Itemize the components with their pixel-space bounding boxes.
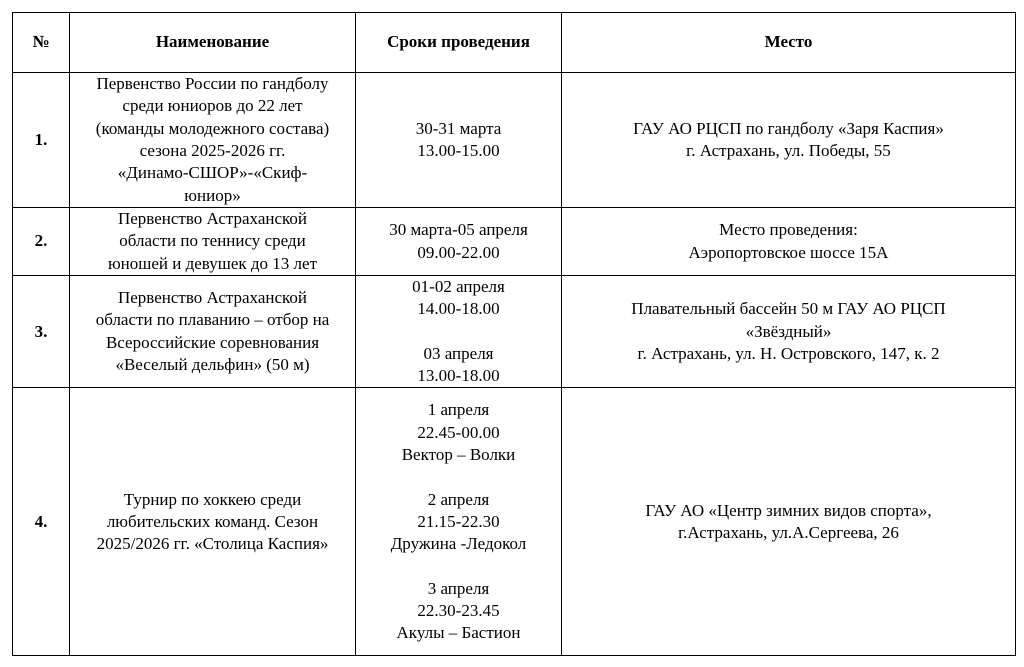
header-dates: Сроки проведения xyxy=(356,13,562,73)
dates-line: 30 марта-05 апреля xyxy=(389,220,528,240)
dates-line: 22.30-23.45 xyxy=(417,601,500,621)
dates-line: 09.00-22.00 xyxy=(417,242,500,262)
event-name-line: 2025/2026 гг. «Столица Каспия» xyxy=(96,534,329,554)
event-name-line: среди юниоров до 22 лет xyxy=(122,96,303,116)
event-dates xyxy=(356,73,562,208)
event-place xyxy=(562,73,1016,208)
dates-line: 2 апреля xyxy=(427,489,490,509)
event-name-line: «Динамо-СШОР»-«Скиф- xyxy=(117,163,308,183)
table-row xyxy=(13,388,1016,656)
row-number: 1. xyxy=(13,73,70,208)
event-name-line: юношей и девушек до 13 лет xyxy=(107,253,318,273)
event-name xyxy=(70,208,356,276)
events-table xyxy=(12,12,1016,656)
event-name-line: сезона 2025-2026 гг. xyxy=(139,141,286,160)
dates-spacer xyxy=(360,321,557,343)
event-name-line: области по плаванию – отбор на xyxy=(95,310,330,330)
dates-line: 14.00-18.00 xyxy=(417,299,500,319)
event-name xyxy=(70,388,356,656)
table-row xyxy=(13,73,1016,208)
dates-line: 01-02 апреля xyxy=(412,277,505,296)
event-name-line: Первенство Астраханской xyxy=(117,209,308,229)
row-number: 3. xyxy=(13,276,70,388)
header-row xyxy=(13,13,1016,73)
dates-line: 3 апреля xyxy=(427,578,490,598)
match-line: Акулы – Бастион xyxy=(396,623,521,643)
event-name-line: (команды молодежного состава) xyxy=(95,118,330,138)
event-place xyxy=(562,208,1016,276)
dates-line: 13.00-18.00 xyxy=(417,366,500,386)
place-line: Плавательный бассейн 50 м ГАУ АО РЦСП xyxy=(631,299,946,319)
dates-line: 1 апреля xyxy=(427,400,490,420)
table-row xyxy=(13,208,1016,276)
header-num: № xyxy=(13,13,70,73)
table-row xyxy=(13,276,1016,388)
place-line: «Звёздный» xyxy=(745,321,832,341)
dates-line: 03 апреля xyxy=(423,343,494,363)
place-line: ГАУ АО «Центр зимних видов спорта», xyxy=(645,500,932,520)
match-line: Дружина -Ледокол xyxy=(390,534,527,554)
event-place xyxy=(562,388,1016,656)
dates-spacer xyxy=(360,555,557,577)
header-place: Место xyxy=(562,13,1016,73)
event-name-line: юниор» xyxy=(184,185,241,205)
event-name-line: Всероссийские соревнования xyxy=(105,332,320,352)
place-line: г. Астрахань, ул. Н. Островского, 147, к. 2 xyxy=(637,343,940,363)
event-name-line: Первенство России по гандболу xyxy=(96,74,329,94)
header-name: Наименование xyxy=(70,13,356,73)
event-name-line: любительских команд. Сезон xyxy=(106,511,319,531)
dates-line: 13.00-15.00 xyxy=(417,141,500,160)
event-name-line: области по теннису среди xyxy=(119,231,306,251)
event-dates xyxy=(356,388,562,656)
place-line: г. Астрахань, ул. Победы, 55 xyxy=(686,141,891,160)
event-dates xyxy=(356,208,562,276)
row-number: 4. xyxy=(13,388,70,656)
place-line: Аэропортовское шоссе 15А xyxy=(688,242,889,262)
dates-line: 22.45-00.00 xyxy=(417,422,500,442)
event-name-line: «Веселый дельфин» (50 м) xyxy=(115,355,310,375)
event-dates xyxy=(356,276,562,388)
dates-line: 21.15-22.30 xyxy=(417,511,500,531)
dates-line: 30-31 марта xyxy=(415,118,502,138)
place-line: ГАУ АО РЦСП по гандболу «Заря Каспия» xyxy=(633,118,944,138)
row-number: 2. xyxy=(13,208,70,276)
event-name-line: Турнир по хоккею среди xyxy=(123,489,302,509)
event-place xyxy=(562,276,1016,388)
event-name xyxy=(70,276,356,388)
place-line: г.Астрахань, ул.А.Сергеева, 26 xyxy=(678,522,899,542)
dates-spacer xyxy=(360,466,557,488)
match-line: Вектор – Волки xyxy=(401,444,516,464)
event-name xyxy=(70,73,356,208)
place-line: Место проведения: xyxy=(719,220,858,240)
event-name-line: Первенство Астраханской xyxy=(117,288,308,308)
